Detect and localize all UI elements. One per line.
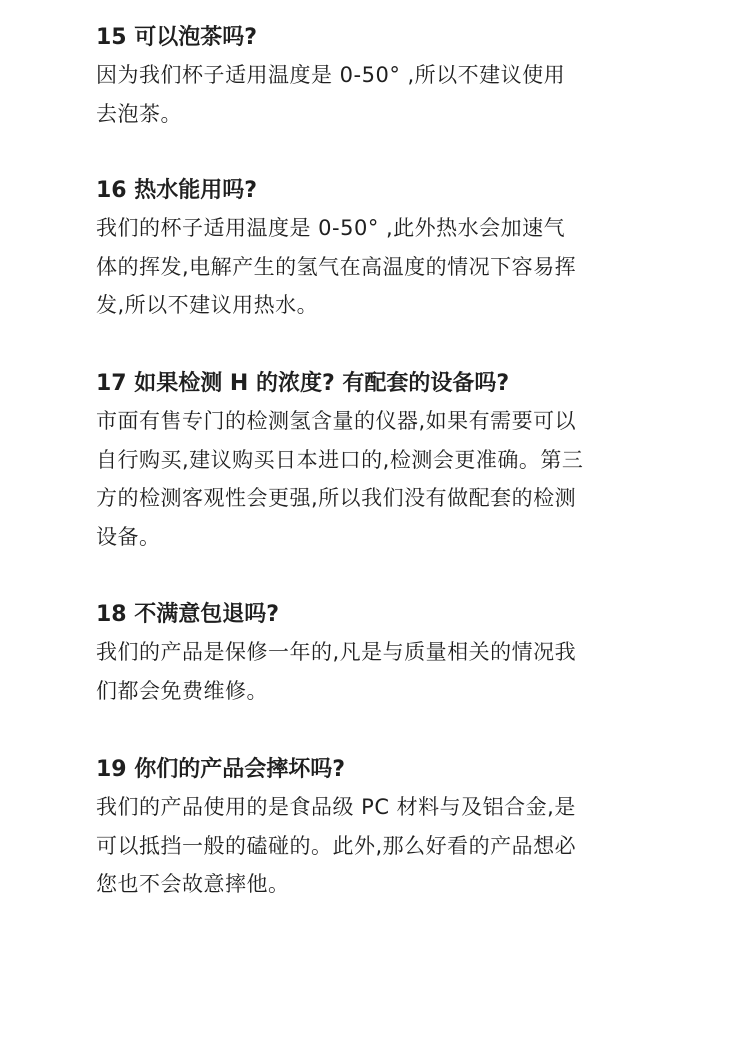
faq-question: 18 不满意包退吗? [96,602,280,627]
faq-answer-line: 自行购买,建议购买日本进口的,检测会更准确。第三 [96,447,584,472]
faq-item-17 [96,366,636,556]
faq-answer-line: 去泡茶。 [96,101,182,126]
faq-answer-line: 因为我们杯子适用温度是 0-50° ,所以不建议使用 [96,63,566,87]
faq-question: 19 你们的产品会摔坏吗? [96,757,346,782]
faq-answer-line: 们都会免费维修。 [96,678,268,703]
faq-item-15 [96,20,636,133]
faq-answer-line: 我们的产品是保修一年的,凡是与质量相关的情况我 [96,640,577,664]
faq-answer-line: 方的检测客观性会更强,所以我们没有做配套的检测 [96,486,577,510]
faq-answer [96,209,636,325]
faq-answer-line: 体的挥发,电解产生的氢气在高温度的情况下容易挥 [96,254,577,279]
faq-answer-line: 市面有售专门的检测氢含量的仪器,如果有需要可以 [96,409,577,433]
faq-answer-line: 我们的杯子适用温度是 0-50° ,此外热水会加速气 [96,216,566,240]
faq-question: 16 热水能用吗? [96,178,258,203]
faq-answer-line: 发,所以不建议用热水。 [96,293,319,317]
faq-answer-line: 我们的产品使用的是食品级 PC 材料与及铝合金,是 [96,795,576,819]
faq-question: 15 可以泡茶吗? [96,25,258,50]
faq-answer-line: 您也不会故意摔他。 [96,872,290,896]
faq-question: 17 如果检测 H 的浓度? 有配套的设备吗? [96,371,510,396]
faq-answer [96,56,636,133]
faq-item-16 [96,173,636,325]
faq-answer-line: 可以抵挡一般的磕碰的。此外,那么好看的产品想必 [96,833,577,858]
faq-answer [96,633,636,710]
faq-answer-line: 设备。 [96,524,161,549]
faq-answer [96,402,636,556]
faq-answer [96,788,636,904]
faq-item-18 [96,597,636,710]
faq-item-19 [96,752,636,904]
